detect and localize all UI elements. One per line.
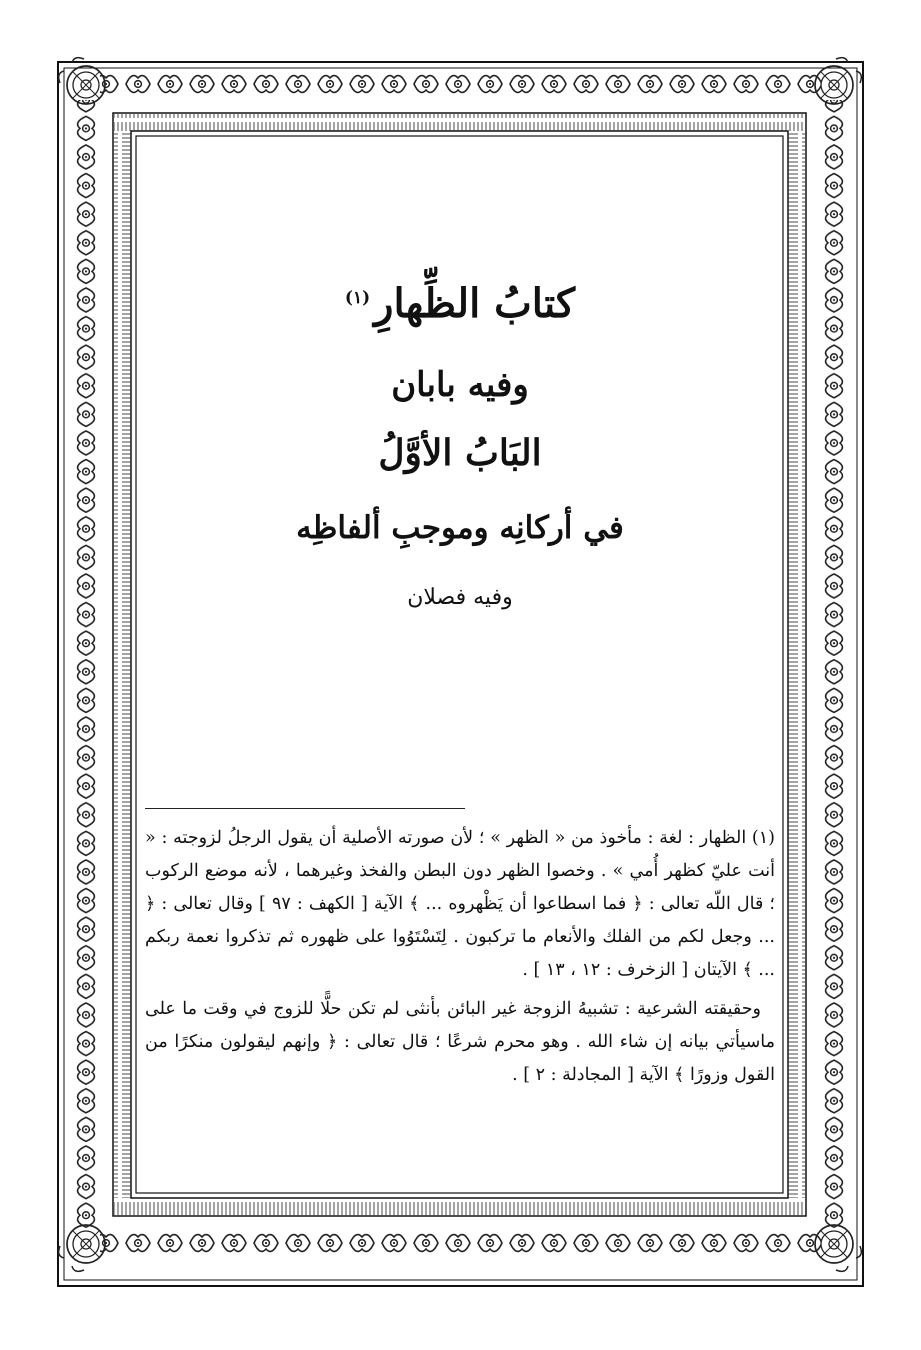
- book-title: [145, 280, 775, 327]
- subtitle-two-chapters: وفيه بابان: [391, 365, 529, 405]
- chapter-heading: البَابُ الأوَّلُ: [378, 432, 542, 474]
- footnote-paragraph: وحقيقته الشرعية : تشبيهُ الزوجة غير البائن بأنثى لم تكن حلًّا للزوج في وقت ما على ماسيأتي بيانه إن شاء الله . وهو محرم شرعًا ؛ قال تعالى : ﴿ وإنهم ليقولون منكرًا من القول وزورًا ﴾ الآية [ المجادلة : ٢ ] .: [145, 999, 775, 1085]
- footnote-block: [145, 822, 775, 1098]
- footnote-divider: [145, 808, 465, 809]
- sections-note: وفيه فصلان: [407, 585, 513, 610]
- chapter-topic: في أركانِه وموجبِ ألفاظِه: [296, 510, 624, 546]
- footnote-paragraph: (١) الظهار : لغة : مأخوذ من « الظهر » ؛ لأن صورته الأصلية أن يقول الرجلُ لزوجته : « أنت عليّ كظهر أُمي » . وخصوا الظهر دون البطن والفخذ وغيرهما ، لأنه موضع الركوب ؛ قال اللّه تعالى : ﴿ فما اسطاعوا أن يَظْهروه ... ﴾ الآية [ الكهف : ٩٧ ] وقال تعالى : ﴿ ... وجعل لكم من الفلك والأنعام ما تركبون . لِتَسْتَوُوا على ظهوره ثم تذكروا نعمة ربكم ... ﴾ الآيتان [ الزخرف : ١٢ ، ١٣ ] .: [145, 828, 775, 980]
- book-title-text: كتابُ الظِّهارِ: [374, 280, 576, 327]
- footnote-reference: (١): [344, 287, 371, 308]
- page-content: [145, 150, 775, 1200]
